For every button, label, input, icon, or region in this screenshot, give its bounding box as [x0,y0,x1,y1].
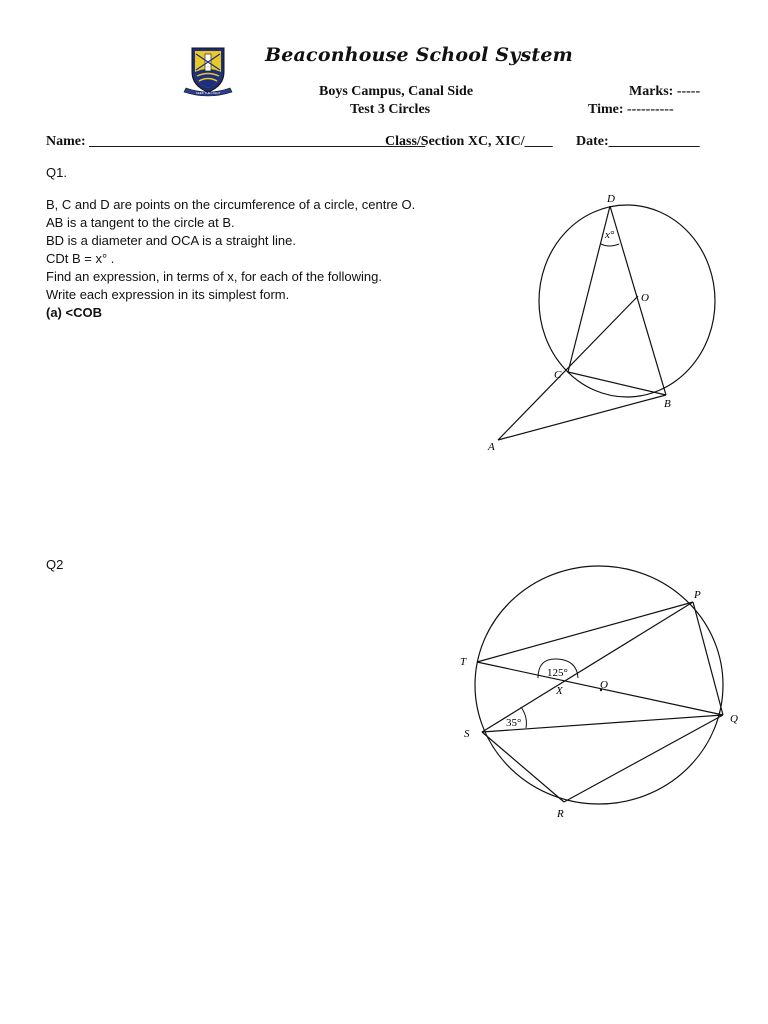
q2-label-q: Q [730,713,738,725]
q2-number: Q2 [46,557,64,572]
q1-line-oca [498,296,638,440]
q1-label-b: B [664,398,671,410]
crest-motto: SEEK THE LIGHT [195,91,221,95]
q2-label-x: X [556,685,563,697]
q1-part-a: (a) <COB [46,305,102,320]
date-field: Date:_____________ [576,134,700,149]
campus-name: Boys Campus, Canal Side [319,84,474,99]
q2-line-sp [482,602,693,732]
q1-number: Q1. [46,165,67,180]
marks-field: Marks: ----- [629,84,701,99]
q2-line-tp [477,602,693,662]
name-field: Name: ________________________________________________ [46,134,426,149]
q2-line-sr [482,732,564,802]
q2-label-angle-s: 35° [506,717,522,729]
school-crest [178,46,238,102]
q1-circle [539,205,715,397]
test-title: Test 3 Circles [350,102,431,117]
q2-circle [475,566,723,804]
q1-tangent-ab [498,395,666,440]
q2-angle-arc-s [521,707,526,728]
q1-label-c: C [554,369,562,381]
time-field: Time: ---------- [588,102,674,117]
q2-label-t: T [460,656,467,668]
q1-label-o: O [641,292,649,304]
q2-diagram [450,560,750,830]
q1-line-1: B, C and D are points on the circumference of a circle, centre O. [46,197,416,212]
q1-line-db [610,206,666,395]
class-section-field: Class/Section XC, XIC/____ [385,134,553,149]
q2-line-rq [564,715,723,802]
q2-label-p: P [694,589,701,601]
q1-text [46,196,466,322]
q1-line-4: CDt B = x° . [46,251,115,266]
q1-line-6: Write each expression in its simplest form. [46,287,290,302]
school-name: Beaconhouse School System [265,44,573,66]
q1-angle-arc [601,244,619,246]
q2-label-r: R [557,808,564,820]
q2-label-o: O [600,679,608,691]
q1-label-angle: x° [605,229,615,241]
q2-label-s: S [464,728,470,740]
q1-line-2: AB is a tangent to the circle at B. [46,215,235,230]
q2-label-angle-x: 125° [547,667,568,679]
q1-diagram [470,190,730,460]
q1-label-d: D [607,193,615,205]
q2-line-pq [693,602,723,715]
q1-label-a: A [488,441,495,453]
q1-line-5: Find an expression, in terms of x, for each of the following. [46,269,383,284]
q1-line-3: BD is a diameter and OCA is a straight line. [46,233,297,248]
